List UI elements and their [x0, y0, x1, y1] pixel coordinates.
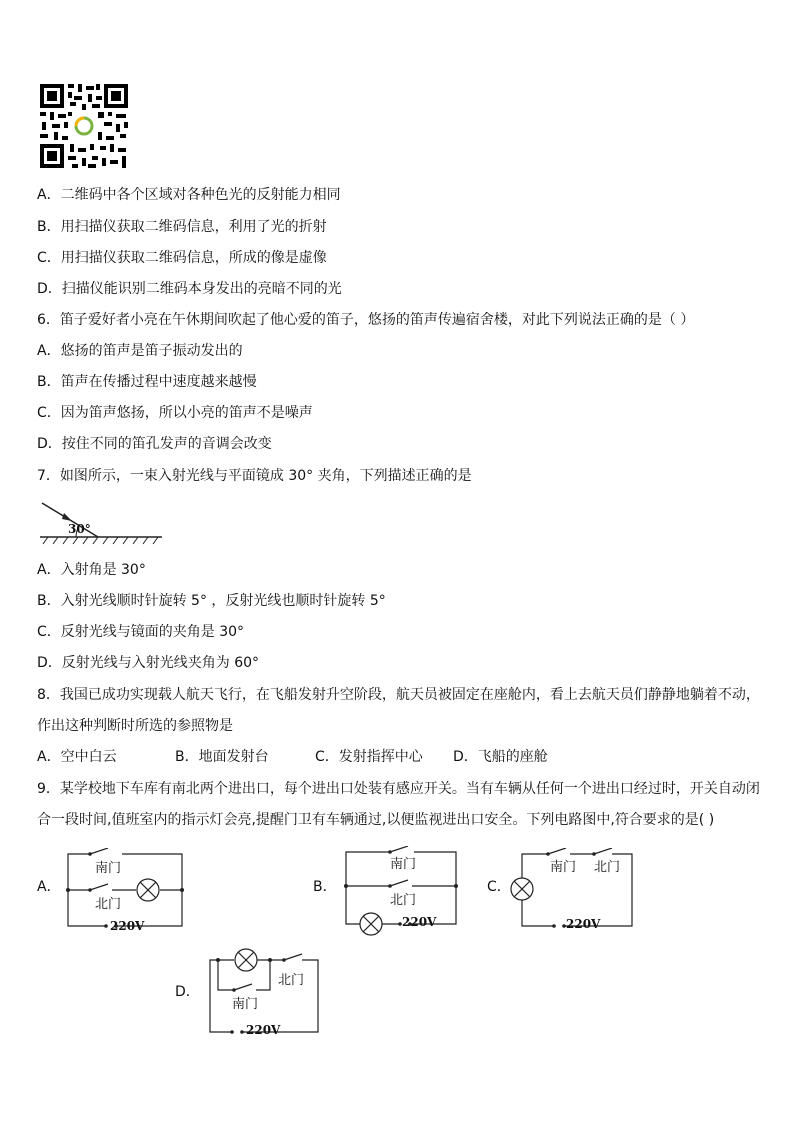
q7-stem: 7．如图所示，一束入射光线与平面镜成 30° 夹角，下列描述正确的是 — [37, 468, 472, 484]
south-gate-label: 南门 — [550, 860, 577, 875]
q7-option-c: C．反射光线与镜面的夹角是 30° — [37, 624, 245, 640]
voltage-label: 220V — [110, 919, 145, 932]
q5-option-d: D．扫描仪能识别二维码本身发出的亮暗不同的光 — [37, 281, 342, 297]
q8-option-d: D．飞船的座舱 — [453, 749, 548, 765]
q9-option-c-label: C． — [487, 879, 511, 895]
q8-option-b: B．地面发射台 — [175, 749, 269, 765]
q8-option-a: A．空中白云 — [37, 749, 117, 765]
q7-option-a: A．入射角是 30° — [37, 562, 146, 578]
north-gate-label: 北门 — [594, 860, 621, 875]
q6-option-d: D．按住不同的笛孔发声的音调会改变 — [37, 436, 272, 452]
circuit-b — [340, 846, 464, 938]
mirror-reflection-figure — [38, 497, 164, 547]
q7-option-b: B．入射光线顺时针旋转 5° ，反射光线也顺时针旋转 5° — [37, 593, 386, 609]
north-gate-label: 北门 — [278, 973, 305, 988]
q6-option-c: C．因为笛声悠扬，所以小亮的笛声不是噪声 — [37, 405, 313, 421]
q6-option-a: A．悠扬的笛声是笛子振动发出的 — [37, 343, 243, 359]
south-gate-label: 南门 — [95, 861, 122, 876]
q9-stem-line1: 9．某学校地下车库有南北两个进出口，每个进出口处装有感应开关。当有车辆从任何一个进出口经过时，开关自动闭 — [37, 781, 760, 797]
q9-option-b-label: B． — [313, 879, 337, 895]
north-gate-label: 北门 — [390, 893, 417, 908]
q5-option-b: B．用扫描仪获取二维码信息，利用了光的折射 — [37, 219, 327, 235]
qr-code-image — [38, 82, 130, 170]
voltage-label: 220V — [402, 915, 437, 929]
circuit-d — [204, 946, 324, 1038]
q8-stem-line1: 8．我国已成功实现载人航天飞行，在飞船发射升空阶段，航天员被固定在座舱内，看上去航天员们静静地躺着不动， — [37, 687, 760, 703]
voltage-label: 220V — [246, 1023, 281, 1037]
north-gate-label: 北门 — [95, 897, 122, 912]
voltage-label: 220V — [566, 917, 601, 931]
q9-stem-line2: 合一段时间,值班室内的指示灯会亮,提醒门卫有车辆通过,以便监视进出口安全。下列电路图中,符合要求的是( ) — [37, 812, 715, 828]
q6-stem: 6．笛子爱好者小亮在午休期间吹起了他心爱的笛子，悠扬的笛声传遍宿舍楼，对此下列说法正确的是（ ） — [37, 312, 695, 328]
circuit-c — [508, 848, 638, 932]
south-gate-label: 南门 — [390, 857, 417, 872]
q8-option-c: C．发射指挥中心 — [315, 749, 423, 765]
q5-option-c: C．用扫描仪获取二维码信息，所成的像是虚像 — [37, 250, 327, 266]
q5-option-a: A．二维码中各个区域对各种色光的反射能力相同 — [37, 187, 341, 203]
circuit-a — [62, 848, 186, 932]
q6-option-b: B．笛声在传播过程中速度越来越慢 — [37, 374, 257, 390]
south-gate-label: 南门 — [232, 997, 259, 1012]
q9-option-d-label: D． — [175, 984, 200, 1000]
q7-option-d: D．反射光线与入射光线夹角为 60° — [37, 655, 260, 671]
q9-option-a-label: A． — [37, 879, 61, 895]
q8-stem-line2: 作出这种判断时所选的参照物是 — [37, 718, 233, 734]
figure-angle-label: 30° — [68, 522, 91, 536]
